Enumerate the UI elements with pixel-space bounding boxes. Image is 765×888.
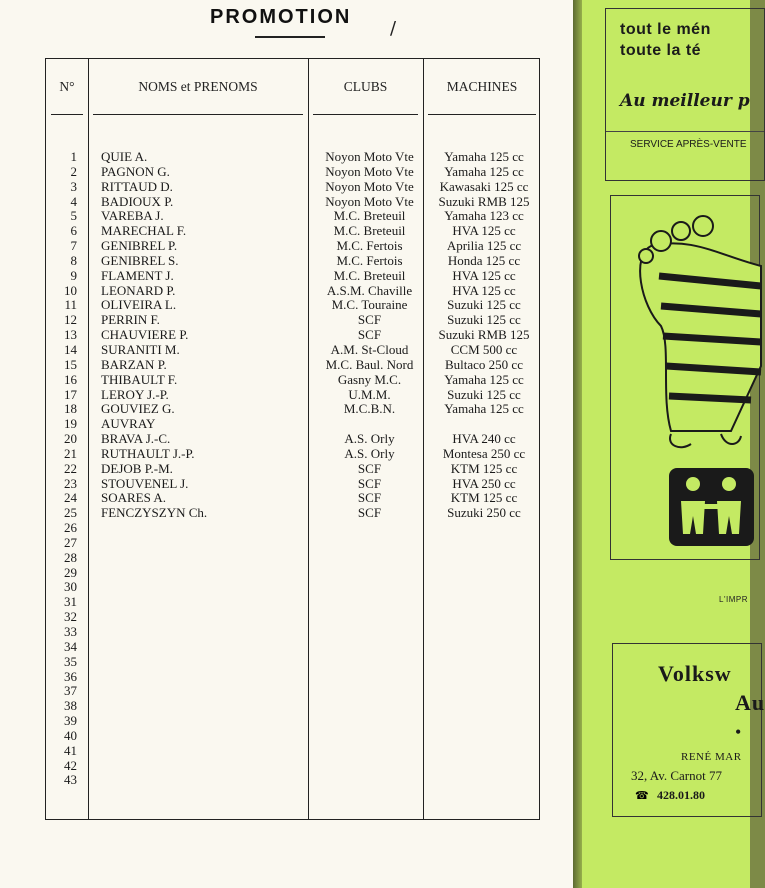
rider-number: 2 bbox=[70, 163, 77, 179]
table-row bbox=[46, 150, 539, 165]
rider-number: 16 bbox=[64, 371, 77, 387]
rider-number: 33 bbox=[64, 624, 77, 639]
rider-name: PAGNON G. bbox=[101, 163, 170, 179]
cornucopia-illustration bbox=[611, 196, 761, 561]
rider-machine: HVA 240 cc bbox=[452, 431, 516, 447]
rider-machine: Suzuki 125 cc bbox=[447, 297, 521, 313]
rider-number: 23 bbox=[64, 475, 77, 491]
rider-machine: Yamaha 123 cc bbox=[444, 208, 524, 224]
rider-number: 27 bbox=[64, 534, 77, 550]
table-row bbox=[46, 432, 539, 447]
rider-club: SCF bbox=[357, 505, 382, 521]
rider-number: 19 bbox=[64, 416, 77, 432]
rider-machine: HVA 250 cc bbox=[452, 475, 516, 491]
rider-number: 3 bbox=[70, 178, 77, 194]
rider-number: 4 bbox=[70, 193, 77, 209]
table-row bbox=[46, 254, 539, 269]
pen-mark: / bbox=[390, 18, 397, 39]
rider-number: 26 bbox=[64, 520, 77, 536]
title-underline bbox=[255, 36, 325, 38]
table-row bbox=[46, 773, 539, 788]
rider-name: THIBAULT F. bbox=[101, 371, 178, 387]
rider-club: M.C. Baul. Nord bbox=[325, 356, 414, 372]
rider-machine: HVA 125 cc bbox=[452, 267, 516, 283]
table-row bbox=[46, 491, 539, 506]
table-row bbox=[46, 759, 539, 774]
rider-name: LEONARD P. bbox=[101, 282, 176, 298]
rider-machine: Yamaha 125 cc bbox=[444, 401, 524, 417]
table-row bbox=[46, 402, 539, 417]
table-row bbox=[46, 536, 539, 551]
rider-number: 1 bbox=[70, 149, 77, 164]
rider-name: BRAVA J.-C. bbox=[101, 431, 171, 447]
rider-number: 24 bbox=[64, 490, 77, 506]
rider-number: 12 bbox=[64, 312, 77, 328]
table-row bbox=[46, 670, 539, 685]
rider-machine: Suzuki 125 cc bbox=[447, 386, 521, 402]
telephone-icon: ☎ bbox=[635, 790, 649, 802]
rider-name: GENIBREL S. bbox=[101, 252, 179, 268]
rider-club: A.S. Orly bbox=[344, 431, 395, 447]
rider-number: 7 bbox=[70, 238, 77, 254]
rider-name: SURANITI M. bbox=[101, 341, 180, 357]
rider-name: LEROY J.-P. bbox=[101, 386, 169, 402]
rider-club: SCF bbox=[357, 312, 382, 328]
rider-name: BADIOUX P. bbox=[101, 193, 174, 209]
rider-machine: Aprilia 125 cc bbox=[446, 238, 522, 254]
tv-advert bbox=[605, 8, 765, 181]
rider-club: U.M.M. bbox=[348, 386, 391, 402]
children-logo-icon bbox=[669, 468, 754, 546]
rider-club: A.S.M. Chaville bbox=[326, 282, 413, 298]
table-row bbox=[46, 328, 539, 343]
table-row bbox=[46, 298, 539, 313]
tv-advert-service: SERVICE APRÈS-VENTE bbox=[630, 139, 747, 150]
rider-club: M.C. Fertois bbox=[336, 252, 403, 268]
header-underline bbox=[428, 114, 536, 115]
rider-name: MARECHAL F. bbox=[101, 223, 187, 239]
table-row bbox=[46, 506, 539, 521]
vw-phone: 428.01.80 bbox=[657, 788, 705, 802]
illustration-advert bbox=[610, 195, 760, 560]
table-row bbox=[46, 417, 539, 432]
table-row bbox=[46, 224, 539, 239]
column-header-names: NOMS et PRENOMS bbox=[138, 79, 258, 94]
rider-machine: Bultaco 250 cc bbox=[445, 356, 523, 372]
rider-number: 39 bbox=[64, 713, 77, 729]
rider-number: 9 bbox=[70, 267, 77, 283]
rider-name: CHAUVIERE P. bbox=[101, 327, 189, 343]
vw-address: 32, Av. Carnot 77 bbox=[631, 768, 722, 783]
table-row bbox=[46, 684, 539, 699]
rider-number: 43 bbox=[64, 772, 77, 788]
table-row bbox=[46, 462, 539, 477]
rider-name: VAREBA J. bbox=[101, 208, 164, 224]
column-header-no: N° bbox=[59, 79, 75, 94]
table-row bbox=[46, 239, 539, 254]
rider-machine: Montesa 250 cc bbox=[442, 445, 526, 461]
rider-club: M.C. Breteuil bbox=[333, 208, 406, 224]
rider-club: Noyon Moto Vte bbox=[325, 193, 414, 209]
rider-number: 37 bbox=[64, 683, 77, 699]
volkswagen-advert bbox=[612, 643, 765, 817]
table-row bbox=[46, 373, 539, 388]
rider-club: SCF bbox=[357, 475, 382, 491]
table-row bbox=[46, 165, 539, 180]
table-row bbox=[46, 566, 539, 581]
rider-club: Gasny M.C. bbox=[337, 371, 402, 387]
rider-machine: KTM 125 cc bbox=[450, 460, 518, 476]
table-row bbox=[46, 195, 539, 210]
rider-name: GENIBREL P. bbox=[101, 238, 178, 254]
rider-number: 32 bbox=[64, 609, 77, 625]
table-row bbox=[46, 610, 539, 625]
cornucopia-icon bbox=[639, 216, 761, 447]
rider-number: 21 bbox=[64, 445, 77, 461]
table-row bbox=[46, 699, 539, 714]
rider-number: 10 bbox=[64, 282, 77, 298]
rider-club: M.C. Fertois bbox=[336, 238, 403, 254]
rider-club: A.M. St-Cloud bbox=[330, 341, 409, 357]
rider-machine: Kawasaki 125 cc bbox=[439, 178, 529, 194]
rider-club: A.S. Orly bbox=[344, 445, 395, 461]
rider-club: Noyon Moto Vte bbox=[325, 163, 414, 179]
rider-name: BARZAN P. bbox=[101, 356, 167, 372]
rider-club: SCF bbox=[357, 490, 382, 506]
table-row bbox=[46, 595, 539, 610]
rider-club: M.C. Breteuil bbox=[333, 267, 406, 283]
rider-machine: HVA 125 cc bbox=[452, 282, 516, 298]
rider-name: SOARES A. bbox=[101, 490, 167, 506]
table-row bbox=[46, 580, 539, 595]
rider-name: OLIVEIRA L. bbox=[101, 297, 177, 313]
header-underline bbox=[313, 114, 418, 115]
rider-name: RUTHAULT J.-P. bbox=[101, 445, 195, 461]
table-row bbox=[46, 343, 539, 358]
rider-name: GOUVIEZ G. bbox=[101, 401, 175, 417]
rider-club: M.C. Breteuil bbox=[333, 223, 406, 239]
rider-number: 18 bbox=[64, 401, 77, 417]
table-row bbox=[46, 477, 539, 492]
rider-number: 29 bbox=[64, 564, 77, 580]
table-row bbox=[46, 655, 539, 670]
rider-number: 41 bbox=[64, 742, 77, 758]
rider-name: QUIE A. bbox=[101, 149, 148, 164]
rider-name: FENCZYSZYN Ch. bbox=[101, 505, 208, 521]
table-row bbox=[46, 625, 539, 640]
table-row bbox=[46, 714, 539, 729]
table-row bbox=[46, 388, 539, 403]
column-header-machines: MACHINES bbox=[446, 79, 518, 94]
table-row bbox=[46, 640, 539, 655]
rider-number: 40 bbox=[64, 727, 77, 743]
rider-number: 25 bbox=[64, 505, 77, 521]
rider-machine: HVA 125 cc bbox=[452, 223, 516, 239]
bullet: • bbox=[735, 722, 742, 742]
rider-machine: Suzuki 250 cc bbox=[447, 505, 521, 521]
rider-name: RITTAUD D. bbox=[101, 178, 173, 194]
promotion-table bbox=[45, 58, 540, 820]
table-row bbox=[46, 284, 539, 299]
table-row bbox=[46, 209, 539, 224]
printer-credit: L'IMPR bbox=[719, 595, 748, 604]
rider-number: 20 bbox=[64, 431, 77, 447]
table-row bbox=[46, 269, 539, 284]
table-row bbox=[46, 447, 539, 462]
rider-number: 34 bbox=[64, 638, 77, 654]
rider-number: 36 bbox=[64, 668, 77, 684]
rider-number: 14 bbox=[64, 341, 77, 357]
table-body bbox=[46, 150, 539, 788]
rider-club: Noyon Moto Vte bbox=[325, 178, 414, 194]
table-row bbox=[46, 521, 539, 536]
divider bbox=[606, 131, 764, 132]
rider-number: 6 bbox=[70, 223, 77, 239]
table-row bbox=[46, 551, 539, 566]
rider-name: STOUVENEL J. bbox=[101, 475, 189, 491]
rider-number: 22 bbox=[64, 460, 77, 476]
rider-name: AUVRAY bbox=[101, 416, 156, 432]
rider-name: PERRIN F. bbox=[101, 312, 160, 328]
rider-machine: Honda 125 cc bbox=[447, 252, 521, 268]
rider-number: 13 bbox=[64, 327, 77, 343]
rider-club: SCF bbox=[357, 460, 382, 476]
rider-name: DEJOB P.-M. bbox=[101, 460, 173, 476]
page-title: PROMOTION bbox=[210, 6, 352, 28]
rider-number: 5 bbox=[70, 208, 77, 224]
column-header-clubs: CLUBS bbox=[343, 79, 388, 94]
header-underline bbox=[51, 114, 83, 115]
rider-number: 15 bbox=[64, 356, 77, 372]
rider-machine: KTM 125 cc bbox=[450, 490, 518, 506]
rider-number: 42 bbox=[64, 757, 77, 773]
table-row bbox=[46, 744, 539, 759]
table-row bbox=[46, 729, 539, 744]
rider-machine: Suzuki RMB 125 bbox=[438, 193, 530, 209]
table-row bbox=[46, 313, 539, 328]
rider-number: 30 bbox=[64, 579, 77, 595]
rider-machine: Yamaha 125 cc bbox=[444, 149, 524, 164]
rider-number: 17 bbox=[64, 386, 77, 402]
rider-number: 11 bbox=[64, 297, 77, 313]
rider-number: 28 bbox=[64, 549, 77, 565]
tv-advert-line1: tout le mén bbox=[620, 21, 711, 38]
tv-advert-line2: toute la té bbox=[620, 42, 702, 59]
rider-machine: Suzuki RMB 125 bbox=[438, 327, 530, 343]
rider-club: Noyon Moto Vte bbox=[325, 149, 414, 164]
rider-number: 31 bbox=[64, 594, 77, 610]
vw-advert-line1: Volksw bbox=[658, 661, 732, 686]
rider-machine: Suzuki 125 cc bbox=[447, 312, 521, 328]
rider-machine: Yamaha 125 cc bbox=[444, 371, 524, 387]
rider-name: FLAMENT J. bbox=[101, 267, 174, 283]
tv-advert-slogan: Au meilleur p bbox=[620, 91, 750, 111]
rider-number: 8 bbox=[70, 252, 77, 268]
rider-machine: CCM 500 cc bbox=[450, 341, 518, 357]
rider-club: SCF bbox=[357, 327, 382, 343]
table-row bbox=[46, 358, 539, 373]
vw-owner: RENÉ MAR bbox=[681, 751, 742, 763]
table-row bbox=[46, 180, 539, 195]
vw-advert-line2: Au bbox=[735, 690, 765, 715]
rider-club: M.C. Touraine bbox=[331, 297, 408, 313]
rider-number: 38 bbox=[64, 698, 77, 714]
rider-machine: Yamaha 125 cc bbox=[444, 163, 524, 179]
rider-number: 35 bbox=[64, 653, 77, 669]
header-underline bbox=[93, 114, 303, 115]
rider-club: M.C.B.N. bbox=[343, 401, 396, 417]
